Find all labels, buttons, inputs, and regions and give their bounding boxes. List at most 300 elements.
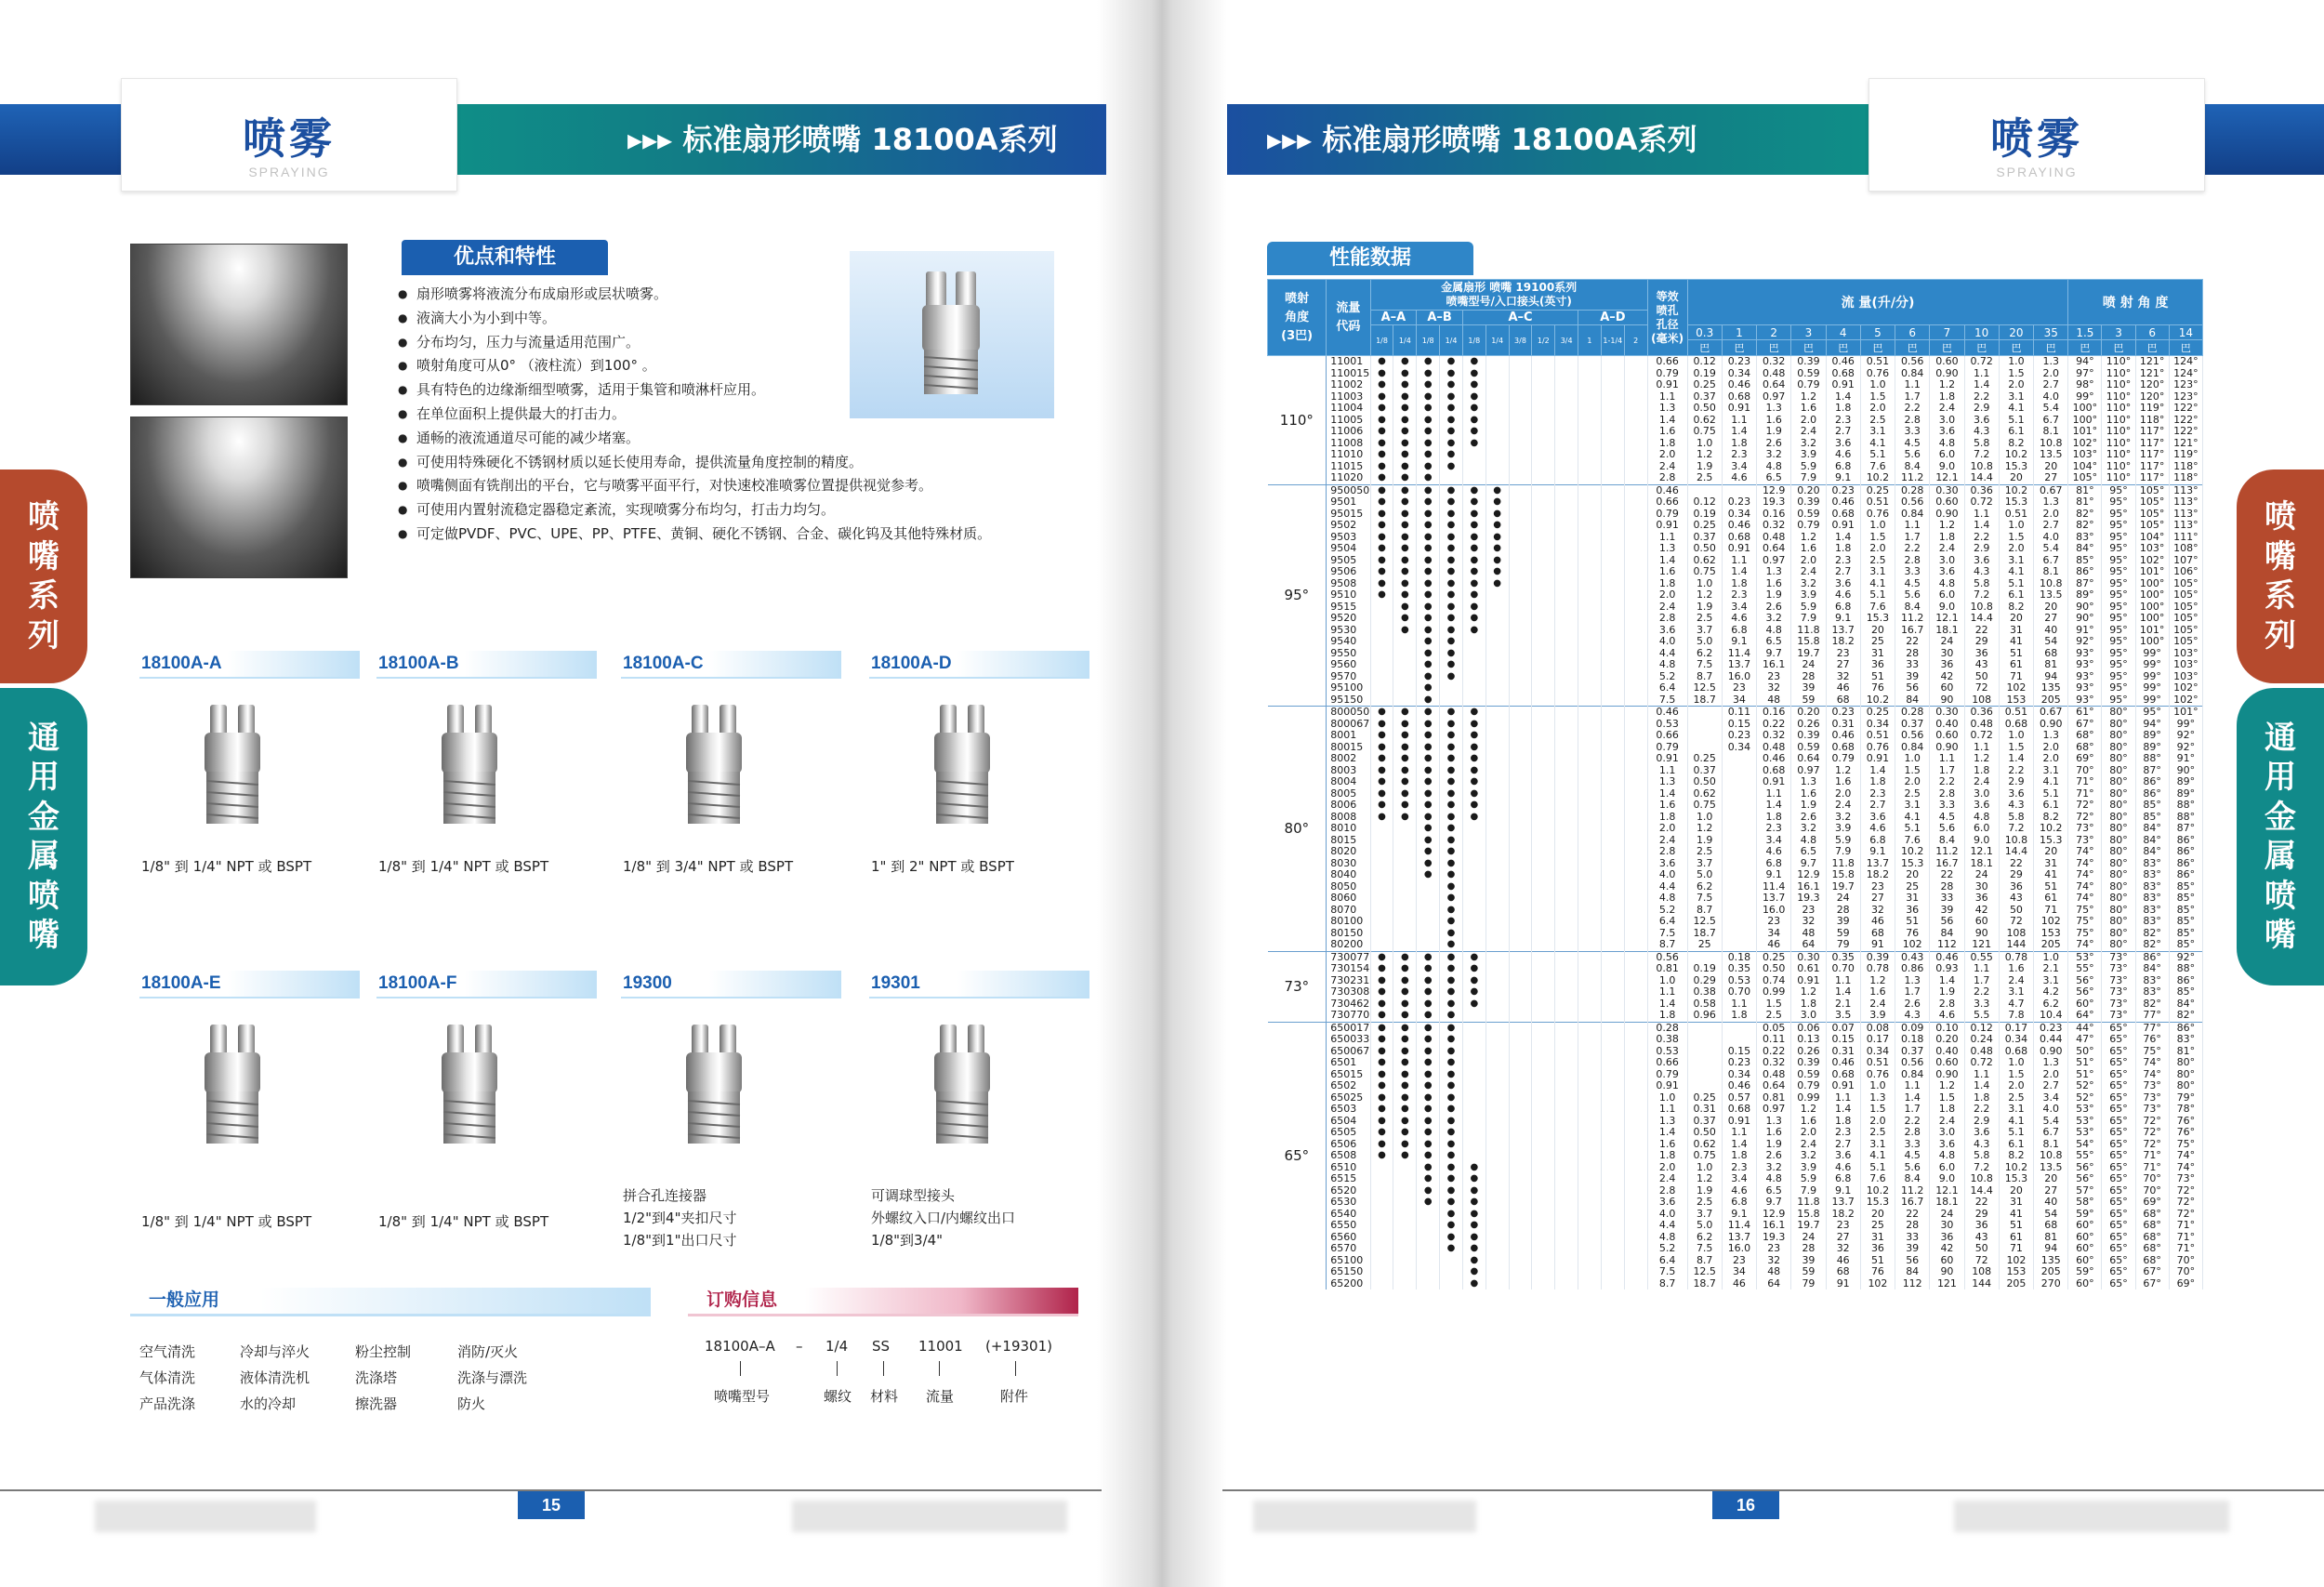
availability-empty: [1555, 869, 1578, 881]
data-cell: 0.55: [1964, 951, 1999, 963]
table-row: [1268, 543, 2203, 555]
data-cell: 1.5: [1999, 532, 2033, 544]
data-cell: [1687, 1022, 1722, 1034]
data-cell: 88°: [2135, 753, 2169, 765]
data-cell: 70°: [2169, 1266, 2202, 1278]
availability-empty: [1555, 788, 1578, 800]
application-item: 消防/灭火: [457, 1343, 519, 1360]
availability-empty: [1601, 1209, 1624, 1221]
data-cell: 67°: [2135, 1266, 2169, 1278]
availability-dot: ●: [1440, 1010, 1463, 1022]
availability-dot: ●: [1393, 1150, 1417, 1162]
data-cell: 5.1: [1860, 449, 1895, 461]
availability-empty: [1578, 951, 1602, 963]
data-cell: 8.2: [1999, 602, 2033, 614]
availability-dot: ●: [1393, 998, 1417, 1011]
availability-dot: ●: [1440, 356, 1463, 368]
availability-empty: [1601, 800, 1624, 812]
availability-empty: [1532, 753, 1555, 765]
data-cell: [1687, 707, 1722, 719]
data-cell: 93°: [2068, 694, 2102, 707]
data-cell: 22: [1930, 869, 1964, 881]
data-cell: 20: [2034, 461, 2068, 473]
availability-empty: [1462, 928, 1486, 940]
availability-empty: [1578, 496, 1602, 509]
availability-empty: [1417, 1278, 1440, 1290]
availability-empty: [1601, 975, 1624, 987]
availability-dot: ●: [1462, 496, 1486, 509]
flow-code-cell: 730308: [1327, 986, 1370, 998]
data-cell: 118°: [2169, 461, 2202, 473]
page-number-right: 16: [1712, 1491, 1779, 1519]
data-cell: 3.0: [1930, 415, 1964, 427]
availability-dot: ●: [1417, 1046, 1440, 1058]
data-cell: 90°: [2169, 765, 2202, 777]
data-cell: 1.2: [1791, 391, 1826, 403]
flow-code-cell: 65025: [1327, 1092, 1370, 1104]
availability-empty: [1601, 1057, 1624, 1069]
availability-empty: [1532, 858, 1555, 870]
table-row: [1268, 1185, 2203, 1197]
angle-cell: 80°: [1268, 707, 1327, 952]
data-cell: 4.0: [1647, 1209, 1687, 1221]
data-cell: 6.8: [1860, 835, 1895, 847]
availability-empty: [1555, 1022, 1578, 1034]
data-cell: 118°: [2169, 472, 2202, 484]
availability-empty: [1578, 893, 1602, 905]
flow-code-cell: 8030: [1327, 858, 1370, 870]
footer-blur: [1253, 1501, 1476, 1532]
availability-empty: [1601, 415, 1624, 427]
data-cell: 3.3: [1895, 1139, 1930, 1151]
data-cell: 3.7: [1687, 858, 1722, 870]
availability-dot: ●: [1393, 613, 1417, 625]
availability-empty: [1555, 636, 1578, 648]
table-row: [1268, 1278, 2203, 1290]
data-cell: 113°: [2169, 496, 2202, 509]
availability-empty: [1624, 391, 1647, 403]
data-cell: 102: [1860, 1278, 1895, 1290]
availability-empty: [1509, 566, 1532, 578]
order-model-code: 18100A–A: [705, 1338, 775, 1355]
data-cell: 28: [1826, 905, 1860, 917]
data-cell: 11.4: [1722, 648, 1756, 660]
availability-empty: [1486, 472, 1509, 484]
availability-dot: ●: [1462, 1255, 1486, 1267]
data-cell: 5.0: [1687, 636, 1722, 648]
availability-dot: ●: [1417, 1197, 1440, 1209]
availability-dot: ●: [1440, 1092, 1463, 1104]
header-unit: 巴: [1826, 340, 1860, 356]
data-cell: 89°: [2169, 788, 2202, 800]
data-cell: 5.9: [1791, 602, 1826, 614]
data-cell: 13.7: [1722, 659, 1756, 671]
data-cell: 0.75: [1687, 800, 1722, 812]
availability-empty: [1578, 1162, 1602, 1174]
data-cell: 71°: [2169, 1232, 2202, 1244]
data-cell: 1.4: [1647, 788, 1687, 800]
flow-code-cell: 9510: [1327, 589, 1370, 602]
availability-dot: ●: [1462, 719, 1486, 731]
availability-empty: [1486, 415, 1509, 427]
availability-dot: ●: [1370, 1022, 1393, 1034]
data-cell: 29: [1964, 1209, 1999, 1221]
data-cell: 205: [2034, 1266, 2068, 1278]
availability-empty: [1532, 1092, 1555, 1104]
data-cell: 42: [1930, 1243, 1964, 1255]
availability-empty: [1555, 1034, 1578, 1046]
availability-dot: ●: [1462, 1162, 1486, 1174]
data-cell: 65°: [2102, 1278, 2135, 1290]
data-cell: 83°: [2135, 858, 2169, 870]
availability-empty: [1509, 986, 1532, 998]
data-cell: 102°: [2169, 682, 2202, 694]
availability-dot: ●: [1417, 484, 1440, 496]
data-cell: 0.24: [1964, 1034, 1999, 1046]
data-cell: 3.1: [2034, 765, 2068, 777]
availability-empty: [1440, 1278, 1463, 1290]
data-cell: 2.2: [1895, 543, 1930, 555]
availability-empty: [1393, 1162, 1417, 1174]
data-cell: 0.66: [1647, 1057, 1687, 1069]
availability-dot: ●: [1440, 566, 1463, 578]
data-cell: 1.0: [1860, 1080, 1895, 1092]
table-row: [1268, 812, 2203, 824]
data-cell: 1.4: [1722, 566, 1756, 578]
availability-empty: [1509, 835, 1532, 847]
data-cell: 61: [1999, 659, 2033, 671]
header-unit: 巴: [1964, 340, 1999, 356]
data-cell: 4.8: [1647, 659, 1687, 671]
data-cell: 1.3: [2034, 730, 2068, 742]
data-cell: 18.1: [1930, 1197, 1964, 1209]
header-pressure: 2: [1757, 325, 1791, 340]
data-cell: 51: [1860, 671, 1895, 683]
data-cell: 84: [1930, 928, 1964, 940]
data-cell: 10.2: [1860, 1185, 1895, 1197]
header-pressure: 4: [1826, 325, 1860, 340]
data-cell: 8.4: [1895, 461, 1930, 473]
data-cell: 100°: [2135, 589, 2169, 602]
model-caption: 1/8" 到 1/4" NPT 或 BSPT: [141, 858, 312, 875]
availability-empty: [1578, 998, 1602, 1011]
data-cell: 3.2: [1757, 613, 1791, 625]
availability-empty: [1370, 1185, 1393, 1197]
availability-dot: ●: [1393, 1139, 1417, 1151]
availability-empty: [1601, 812, 1624, 824]
availability-empty: [1532, 379, 1555, 391]
availability-empty: [1578, 671, 1602, 683]
data-cell: 19.3: [1757, 1232, 1791, 1244]
availability-empty: [1578, 438, 1602, 450]
availability-empty: [1462, 846, 1486, 858]
data-cell: 0.76: [1860, 742, 1895, 754]
data-cell: 1.0: [2034, 951, 2068, 963]
data-cell: 60: [1930, 1255, 1964, 1267]
availability-empty: [1509, 869, 1532, 881]
availability-dot: ●: [1440, 1139, 1463, 1151]
availability-empty: [1601, 869, 1624, 881]
availability-dot: ●: [1370, 1069, 1393, 1081]
availability-dot: ●: [1393, 812, 1417, 824]
data-cell: 0.20: [1930, 1034, 1964, 1046]
header-band-right-edge: [2203, 104, 2324, 175]
data-cell: 1.2: [1930, 1080, 1964, 1092]
table-row: [1268, 719, 2203, 731]
availability-dot: ●: [1462, 1209, 1486, 1221]
availability-dot: ●: [1440, 823, 1463, 835]
data-cell: 0.84: [1895, 742, 1930, 754]
data-cell: 105°: [2135, 484, 2169, 496]
availability-dot: ●: [1393, 625, 1417, 637]
side-tab-series-left[interactable]: 喷 嘴 系 列: [0, 469, 87, 683]
availability-empty: [1601, 1010, 1624, 1022]
data-cell: 51: [1895, 916, 1930, 928]
availability-empty: [1601, 1069, 1624, 1081]
data-cell: 0.20: [1791, 484, 1826, 496]
data-cell: 0.59: [1791, 368, 1826, 380]
data-cell: 1.8: [1964, 765, 1999, 777]
data-cell: 2.3: [1826, 1127, 1860, 1139]
application-item: 冷却与淬火: [240, 1343, 310, 1360]
availability-empty: [1555, 1139, 1578, 1151]
availability-empty: [1486, 1069, 1509, 1081]
data-cell: 4.0: [2034, 391, 2068, 403]
data-cell: 93°: [2068, 659, 2102, 671]
availability-empty: [1462, 905, 1486, 917]
data-cell: 0.84: [1895, 368, 1930, 380]
data-cell: 24: [1930, 636, 1964, 648]
data-cell: 100°: [2068, 415, 2102, 427]
data-cell: 3.3: [1895, 426, 1930, 438]
availability-dot: ●: [1417, 730, 1440, 742]
data-cell: 1.1: [1647, 986, 1687, 998]
availability-empty: [1578, 589, 1602, 602]
data-cell: 144: [1999, 939, 2033, 951]
data-cell: 2.0: [1647, 449, 1687, 461]
data-cell: 3.3: [1895, 566, 1930, 578]
data-cell: [1722, 893, 1756, 905]
availability-empty: [1624, 1278, 1647, 1290]
availability-empty: [1509, 1034, 1532, 1046]
data-cell: 14.4: [1964, 1185, 1999, 1197]
availability-empty: [1555, 682, 1578, 694]
data-cell: 83°: [2135, 869, 2169, 881]
header-unit: 巴: [1999, 340, 2033, 356]
data-cell: 68°: [2135, 1255, 2169, 1267]
availability-empty: [1509, 1209, 1532, 1221]
feature-item: ● 具有特色的边缘渐细型喷雾，适用于集管和喷淋杆应用。: [398, 378, 1067, 403]
data-cell: 65°: [2102, 1232, 2135, 1244]
data-cell: 80°: [2102, 823, 2135, 835]
table-row: [1268, 356, 2203, 368]
data-cell: 106°: [2169, 566, 2202, 578]
data-cell: 4.7: [1999, 998, 2033, 1011]
data-cell: 2.3: [1722, 449, 1756, 461]
availability-dot: ●: [1370, 788, 1393, 800]
data-cell: 65°: [2102, 1243, 2135, 1255]
availability-dot: ●: [1393, 555, 1417, 567]
data-cell: 0.91: [1860, 753, 1895, 765]
data-cell: 39: [1826, 916, 1860, 928]
data-cell: 36: [1860, 659, 1895, 671]
availability-empty: [1393, 648, 1417, 660]
availability-dot: ●: [1417, 391, 1440, 403]
table-row: [1268, 776, 2203, 788]
data-cell: 1.4: [1930, 975, 1964, 987]
data-cell: 5.1: [2034, 788, 2068, 800]
availability-empty: [1417, 893, 1440, 905]
data-cell: 0.50: [1687, 403, 1722, 415]
data-cell: 2.2: [1964, 391, 1999, 403]
data-cell: 80°: [2102, 730, 2135, 742]
data-cell: 0.56: [1895, 356, 1930, 368]
availability-empty: [1578, 858, 1602, 870]
availability-empty: [1624, 1069, 1647, 1081]
availability-empty: [1462, 648, 1486, 660]
data-cell: 99°: [2068, 391, 2102, 403]
data-cell: 2.4: [1647, 461, 1687, 473]
data-cell: 80°: [2102, 939, 2135, 951]
data-cell: 85°: [2169, 916, 2202, 928]
availability-empty: [1532, 648, 1555, 660]
availability-empty: [1624, 613, 1647, 625]
flow-code-cell: 6503: [1327, 1104, 1370, 1116]
availability-empty: [1486, 1010, 1509, 1022]
flow-code-cell: 8010: [1327, 823, 1370, 835]
table-row: [1268, 1209, 2203, 1221]
availability-empty: [1532, 776, 1555, 788]
availability-empty: [1624, 916, 1647, 928]
data-cell: 56°: [2068, 975, 2102, 987]
data-cell: 25: [1687, 939, 1722, 951]
data-cell: 0.37: [1687, 391, 1722, 403]
data-cell: 5.6: [1895, 1162, 1930, 1174]
data-cell: 2.9: [1964, 403, 1999, 415]
table-row: [1268, 636, 2203, 648]
data-cell: 76: [1895, 928, 1930, 940]
availability-empty: [1601, 881, 1624, 893]
data-cell: 20: [1895, 869, 1930, 881]
availability-empty: [1624, 869, 1647, 881]
header-pressure: 5: [1860, 325, 1895, 340]
data-cell: 83°: [2169, 1034, 2202, 1046]
data-cell: 2.9: [1964, 1116, 1999, 1128]
availability-dot: ●: [1370, 776, 1393, 788]
data-cell: 95°: [2102, 613, 2135, 625]
availability-empty: [1509, 484, 1532, 496]
data-cell: 7.5: [1687, 659, 1722, 671]
data-cell: 5.0: [1687, 869, 1722, 881]
data-cell: 56°: [2068, 1162, 2102, 1174]
model-caption: 1/8" 到 3/4" NPT 或 BSPT: [623, 858, 794, 875]
flow-code-cell: 11003: [1327, 391, 1370, 403]
availability-empty: [1532, 625, 1555, 637]
data-cell: 8.1: [2034, 426, 2068, 438]
data-cell: 74°: [2068, 939, 2102, 951]
data-cell: 0.97: [1757, 555, 1791, 567]
availability-empty: [1532, 566, 1555, 578]
availability-empty: [1578, 403, 1602, 415]
data-cell: 4.3: [1964, 426, 1999, 438]
table-row: [1268, 589, 2203, 602]
data-cell: 2.0: [1647, 589, 1687, 602]
data-cell: 11.4: [1722, 1220, 1756, 1232]
availability-empty: [1555, 719, 1578, 731]
data-cell: 135: [2034, 682, 2068, 694]
data-cell: 4.1: [1860, 578, 1895, 590]
header-inlet: 2: [1624, 325, 1647, 356]
data-cell: 3.1: [1999, 555, 2033, 567]
data-cell: 0.76: [1860, 368, 1895, 380]
availability-empty: [1601, 719, 1624, 731]
availability-dot: ●: [1462, 589, 1486, 602]
data-cell: 84°: [2169, 998, 2202, 1011]
availability-dot: ●: [1417, 368, 1440, 380]
availability-empty: [1578, 800, 1602, 812]
availability-empty: [1532, 461, 1555, 473]
data-cell: 1.3: [1757, 1116, 1791, 1128]
data-cell: 7.5: [1647, 1266, 1687, 1278]
data-cell: 16.1: [1757, 659, 1791, 671]
table-row: [1268, 1057, 2203, 1069]
availability-dot: ●: [1462, 509, 1486, 521]
data-cell: 2.4: [1860, 998, 1895, 1011]
data-cell: 12.5: [1687, 1266, 1722, 1278]
side-tab-metal-right[interactable]: 通 用 金 属 喷 嘴: [2237, 688, 2324, 985]
data-cell: 8.4: [1895, 602, 1930, 614]
data-cell: 14.4: [1964, 472, 1999, 484]
data-cell: 1.1: [1757, 788, 1791, 800]
data-cell: 56: [1895, 682, 1930, 694]
availability-dot: ●: [1370, 1010, 1393, 1022]
data-cell: 0.53: [1647, 1046, 1687, 1058]
data-cell: 2.0: [1647, 823, 1687, 835]
data-cell: 1.8: [1791, 998, 1826, 1011]
data-cell: 86°: [2135, 788, 2169, 800]
availability-dot: ●: [1440, 543, 1463, 555]
data-cell: 0.31: [1826, 1046, 1860, 1058]
availability-dot: ●: [1462, 1232, 1486, 1244]
data-cell: 4.3: [1999, 800, 2033, 812]
data-cell: 3.4: [1722, 1173, 1756, 1185]
data-cell: 121: [1964, 939, 1999, 951]
data-cell: 3.6: [1826, 438, 1860, 450]
availability-empty: [1578, 682, 1602, 694]
table-row: [1268, 368, 2203, 380]
data-cell: 100°: [2135, 578, 2169, 590]
availability-empty: [1555, 426, 1578, 438]
availability-dot: ●: [1370, 1104, 1393, 1116]
data-cell: 15.8: [1791, 636, 1826, 648]
data-cell: 1.2: [1791, 532, 1826, 544]
availability-empty: [1555, 1080, 1578, 1092]
data-cell: 2.8: [1647, 613, 1687, 625]
data-cell: 1.2: [1930, 379, 1964, 391]
data-cell: 13.7: [1860, 858, 1895, 870]
availability-empty: [1462, 1150, 1486, 1162]
availability-empty: [1486, 1173, 1509, 1185]
availability-dot: ●: [1440, 998, 1463, 1011]
data-cell: 2.4: [1999, 975, 2033, 987]
data-cell: 0.59: [1791, 1069, 1826, 1081]
logo-right: [1868, 78, 2205, 192]
availability-empty: [1601, 788, 1624, 800]
side-tab-metal-left[interactable]: 通 用 金 属 喷 嘴: [0, 688, 87, 985]
side-tab-series-right[interactable]: 喷 嘴 系 列: [2237, 469, 2324, 683]
availability-empty: [1486, 846, 1509, 858]
data-cell: 0.68: [1826, 509, 1860, 521]
